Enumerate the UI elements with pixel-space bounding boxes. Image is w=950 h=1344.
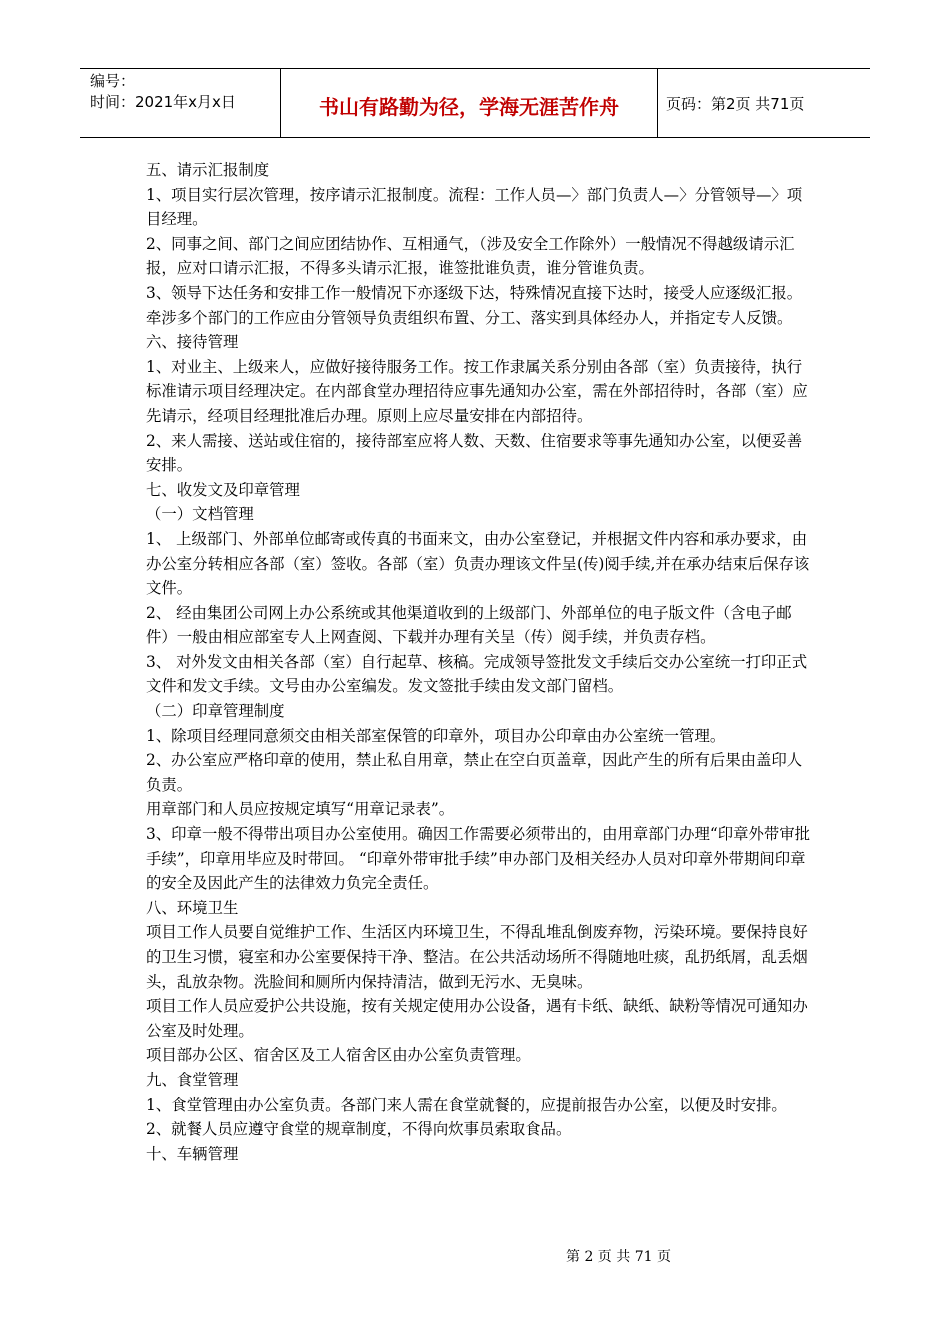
paragraph: 2、办公室应严格印章的使用，禁止私自用章，禁止在空白页盖章，因此产生的所有后果由盖印人负责。 [146,751,803,794]
paragraph: 2、 经由集团公司网上办公系统或其他渠道收到的上级部门、外部单位的电子版文件（含电子邮件）一般由相应部室专人上网查阅、下载并办理有关呈（传）阅手续，并负责存档。 [146,603,792,647]
paragraph: 2、就餐人员应遵守食堂的规章制度，不得向炊事员索取食品。 [146,1120,572,1139]
paragraph: 1、食堂管理由办公室负责。各部门来人需在食堂就餐的，应提前报告办公室，以便及时安排。 [146,1095,787,1114]
paragraph: 项目工作人员要自觉维护工作、生活区内环境卫生，不得乱堆乱倒废弃物，污染环境。要保持良好的卫生习惯，寝室和办公室要保持干净、整洁。在公共活动场所不得随地吐痰，乱扔纸屑，乱丢烟头，乱放杂物。洗脸间和厕所内保持清洁，做到无污水、无臭味。 [146,923,808,991]
paragraph: 用章部门和人员应按规定填写“用章记录表”。 [146,800,455,819]
header-motto: 书山有路勤为径，学海无涯苦作舟 [281,69,658,137]
page-footer: 第 2 页 共 71 页 [566,1249,671,1265]
paragraph: 1、对业主、上级来人，应做好接待服务工作。按工作隶属关系分别由各部（室）负责接待，执行标准请示项目经理决定。在内部食堂办理招待应事先通知办公室，需在外部招待时，各部（室）应先请示，经项目经理批准后办理。原则上应尽量安排在内部招待。 [146,357,808,425]
paragraph: 1、除项目经理同意须交由相关部室保管的印章外，项目办公印章由办公室统一管理。 [146,726,726,745]
document-number-label: 编号： [90,72,136,90]
section-heading-9: 九、食堂管理 [146,1070,239,1089]
subsection-heading: （二）印章管理制度 [146,702,285,721]
header-page-info: 页码：第2页 共71页 [666,94,805,113]
paragraph: 2、来人需接、送站或住宿的，接待部室应将人数、天数、住宿要求等事先通知办公室，以便妥善安排。 [146,431,803,475]
document-time: 时间：2021年x月x日 [90,93,236,111]
paragraph: 3、印章一般不得带出项目办公室使用。确因工作需要必须带出的，由用章部门办理“印章外带审批手续”，印章用毕应及时带回。 “印章外带审批手续”申办部门及相关经办人员对印章外带期间印章的安全及因此产生的法律效力负完全责任。 [146,825,811,893]
document-body [146,158,814,1166]
section-heading-8: 八、环境卫生 [146,898,239,917]
paragraph: 1、 上级部门、外部单位邮寄或传真的书面来文，由办公室登记，并根据文件内容和承办要求，由办公室分转相应各部（室）签收。各部（室）负责办理该文件呈(传)阅手续,并在承办结束后保存该文件。 [146,529,810,598]
page-header [80,68,870,138]
subsection-heading: （一）文档管理 [146,505,254,524]
section-heading-6: 六、接待管理 [146,333,239,352]
paragraph: 项目工作人员应爱护公共设施，按有关规定使用办公设备，遇有卡纸、缺纸、缺粉等情况可通知办公室及时处理。 [146,997,808,1040]
paragraph: 项目部办公区、宿舍区及工人宿舍区由办公室负责管理。 [146,1046,531,1065]
paragraph: 1、项目实行层次管理，按序请示汇报制度。流程：工作人员—〉部门负责人—〉分管领导—〉项目经理。 [146,185,803,229]
paragraph: 2、同事之间、部门之间应团结协作、互相通气，（涉及安全工作除外）一般情况不得越级请示汇报，应对口请示汇报，不得多头请示汇报，谁签批谁负责，谁分管谁负责。 [146,234,795,278]
paragraph: 3、领导下达任务和安排工作一般情况下亦逐级下达，特殊情况直接下达时，接受人应逐级汇报。牵涉多个部门的工作应由分管领导负责组织布置、分工、落实到具体经办人，并指定专人反馈。 [146,283,803,327]
section-heading-10: 十、车辆管理 [146,1144,239,1163]
section-heading-5: 五、请示汇报制度 [146,161,270,179]
section-heading-7: 七、收发文及印章管理 [146,480,300,499]
paragraph: 3、 对外发文由相关各部（室）自行起草、核稿。完成领导签批发文手续后交办公室统一打印正式文件和发文手续。文号由办公室编发。发文签批手续由发文部门留档。 [146,652,808,696]
header-meta [80,69,281,137]
